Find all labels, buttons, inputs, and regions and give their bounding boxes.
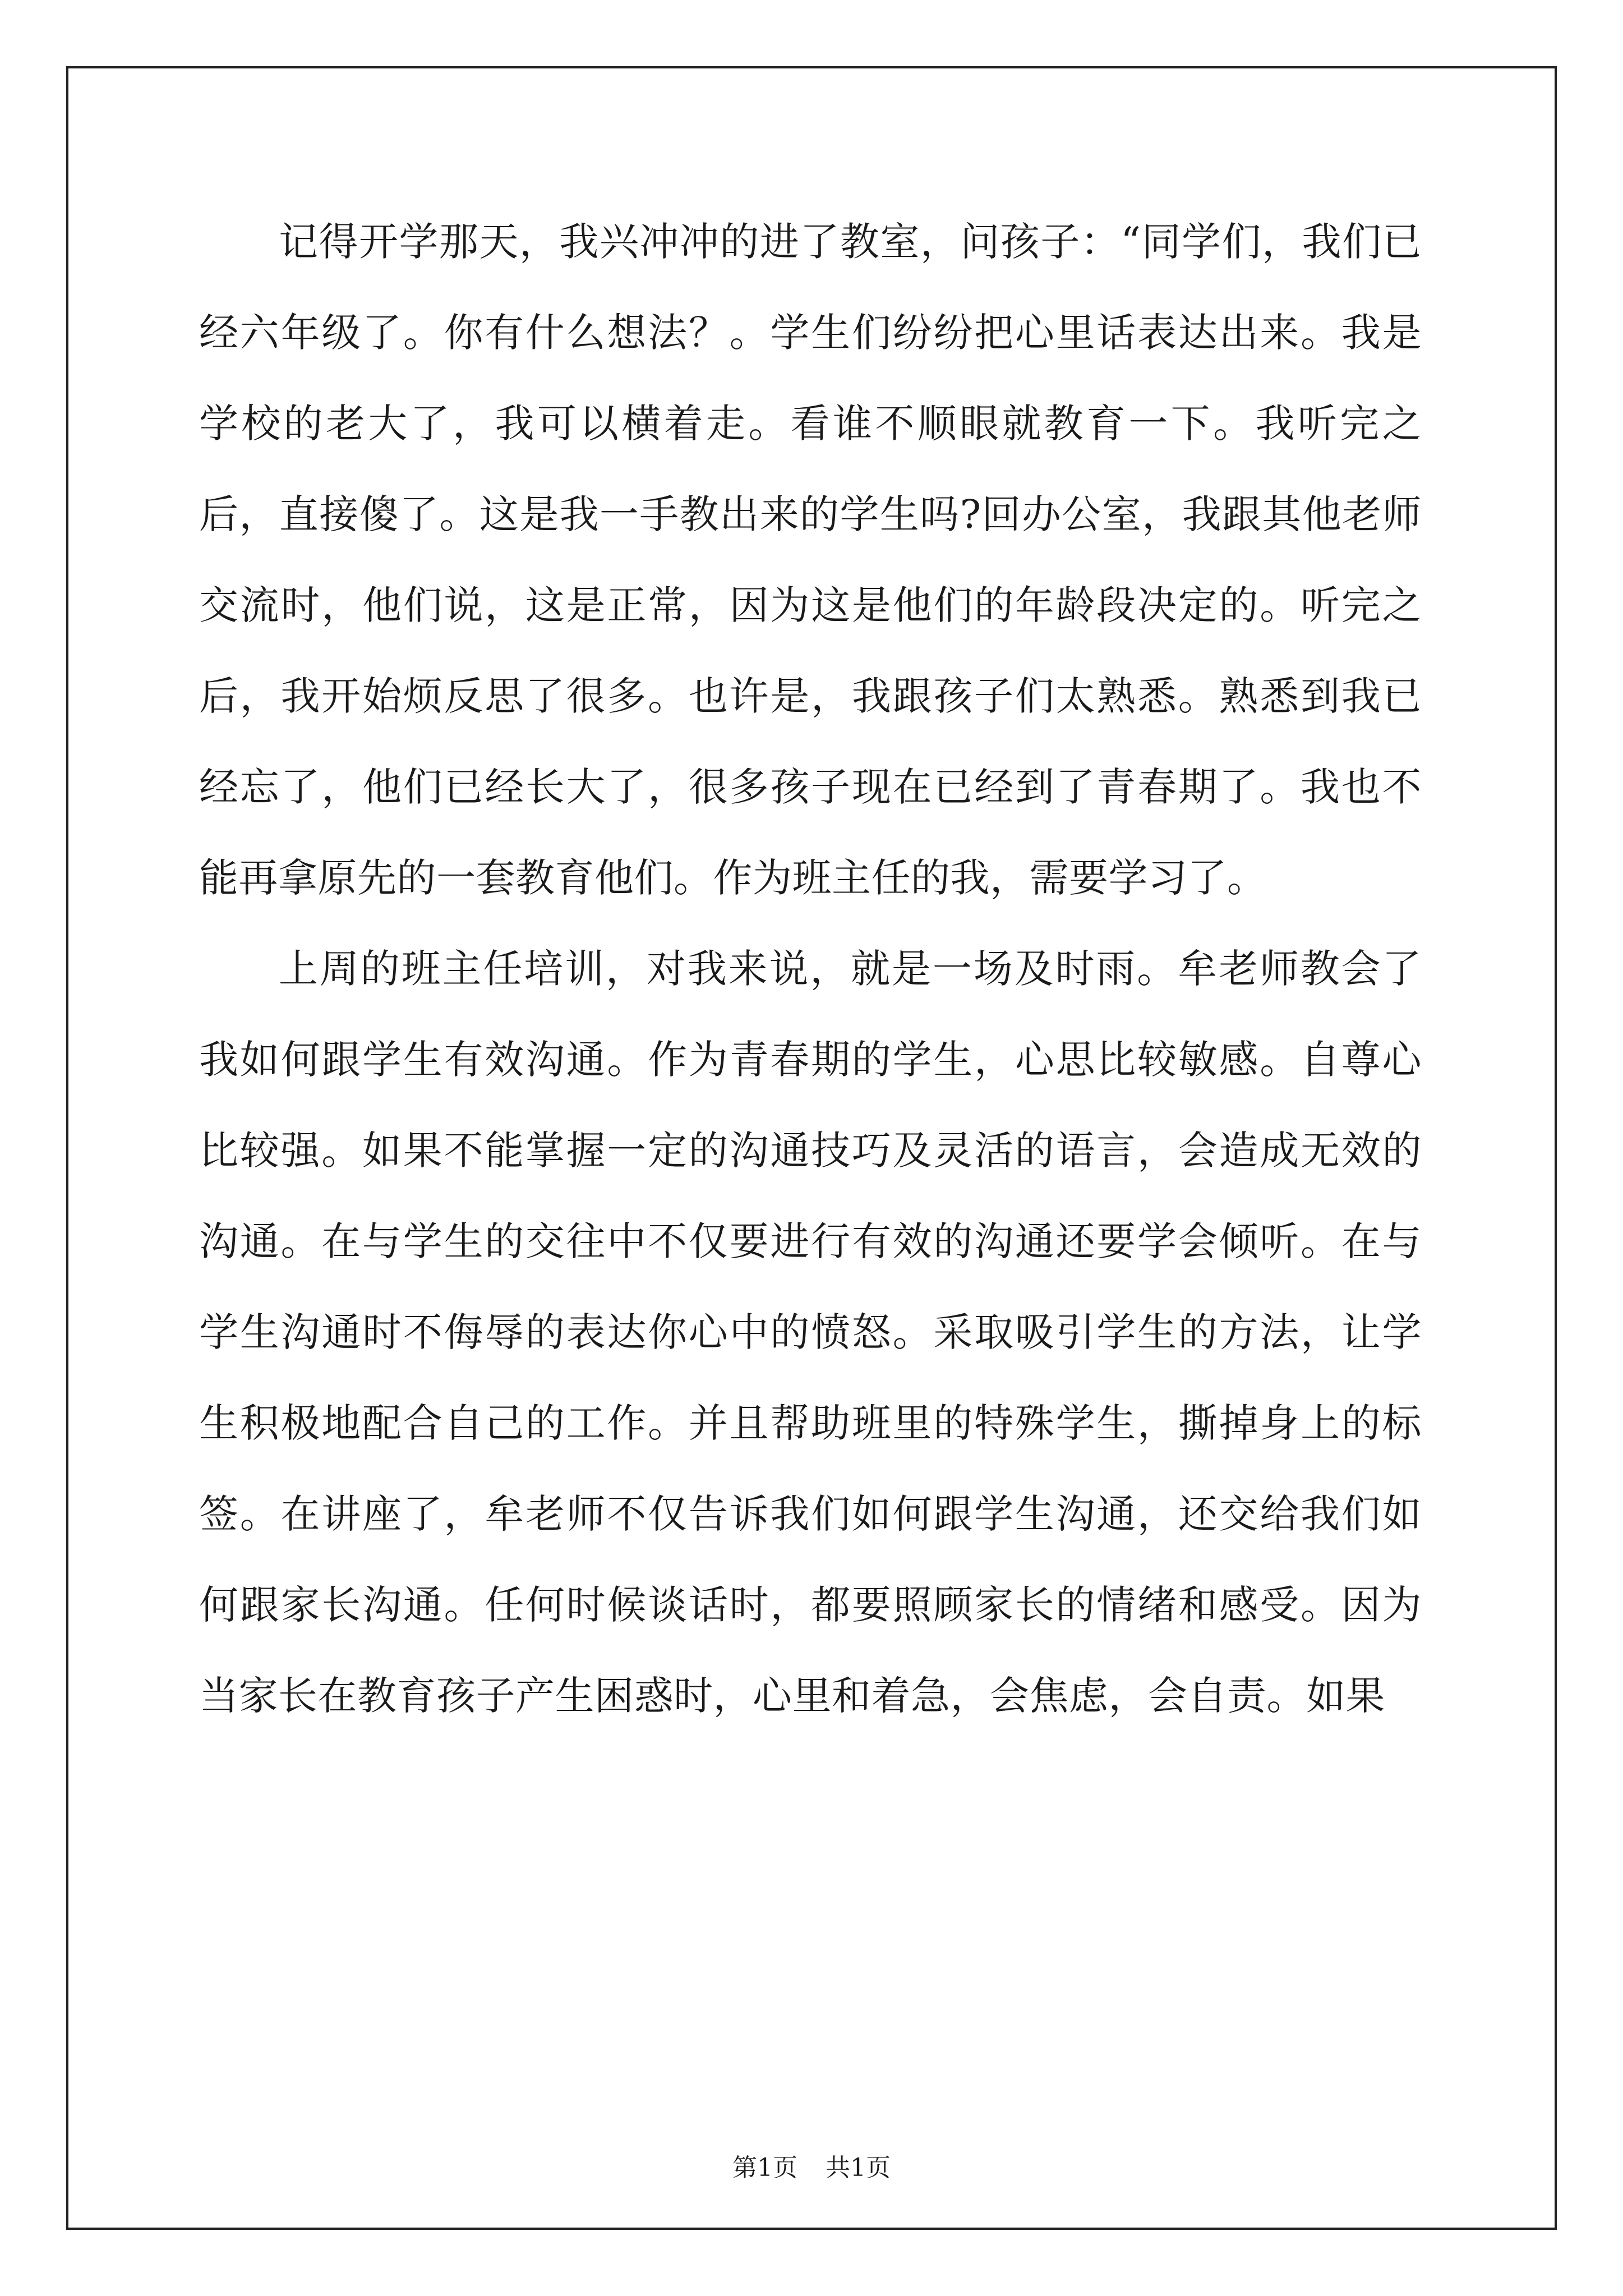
page-footer: [0, 2147, 1623, 2183]
page-number: 第1页: [732, 2154, 797, 2182]
paragraph-1: 记得开学那天，我兴冲冲的进了教室，问孩子：“同学们，我们已经六年级了。你有什么想法？。学生们纷纷把心里话表达出来。我是学校的老大了，我可以横着走。看谁不顺眼就教育一下。我听完之后，直接傻了。这是我一手教出来的学生吗?回办公室，我跟其他老师交流时，他们说，这是正常，因为这是他们的年龄段决定的。听完之后，我开始烦反思了很多。也许是，我跟孩子们太熟悉。熟悉到我已经忘了，他们已经长大了，很多孩子现在已经到了青春期了。我也不能再拿原先的一套教育他们。作为班主任的我，需要学习了。: [199, 219, 1422, 901]
page-total: 共1页: [826, 2154, 891, 2182]
document-body: [199, 196, 1422, 1741]
paragraph-2: 上周的班主任培训，对我来说，就是一场及时雨。牟老师教会了我如何跟学生有效沟通。作为青春期的学生，心思比较敏感。自尊心比较强。如果不能掌握一定的沟通技巧及灵活的语言，会造成无效的沟通。在与学生的交往中不仅要进行有效的沟通还要学会倾听。在与学生沟通时不侮辱的表达你心中的愤怒。采取吸引学生的方法，让学生积极地配合自己的工作。并且帮助班里的特殊学生，撕掉身上的标签。在讲座了，牟老师不仅告诉我们如何跟学生沟通，还交给我们如何跟家长沟通。任何时候谈话时，都要照顾家长的情绪和感受。因为当家长在教育孩子产生困惑时，心里和着急，会焦虑，会自责。如果: [199, 946, 1422, 1719]
